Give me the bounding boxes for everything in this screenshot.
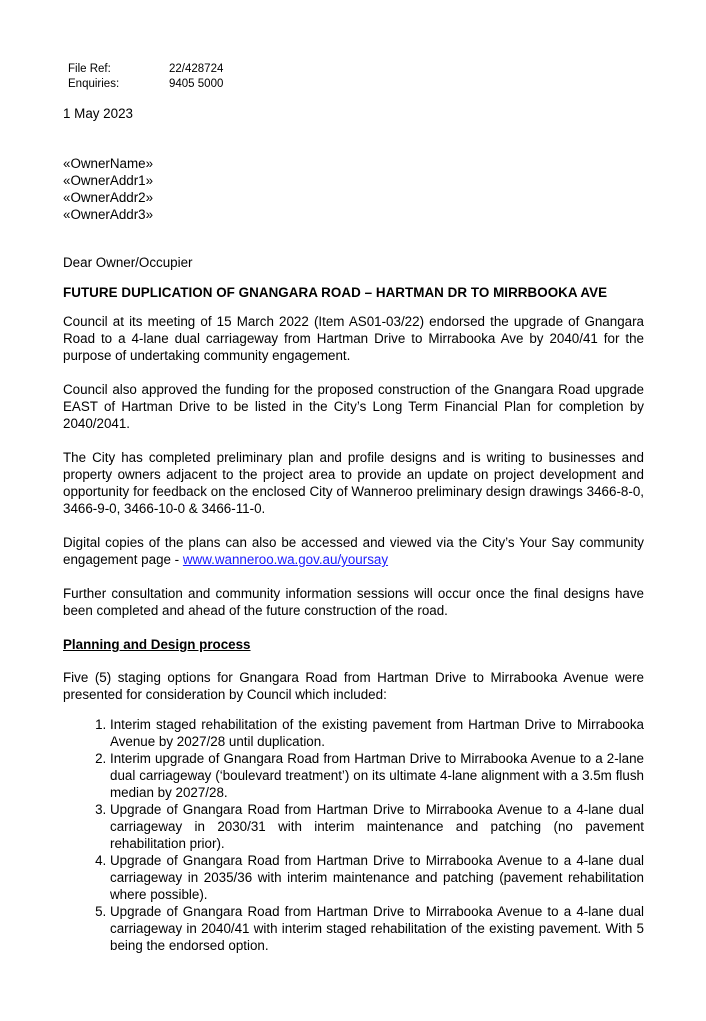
list-item: 2. Interim upgrade of Gnangara Road from Hartman Drive to Mirrabooka Avenue to a 2-lane dual carriageway (‘boulevard treatment’) on its ultimate 4-lane alignment with a 3.5m flush median by 2027/28. [110, 750, 644, 801]
subject-line: FUTURE DUPLICATION OF GNANGARA ROAD – HARTMAN DR TO MIRRBOOKA AVE [63, 285, 608, 300]
letter-date: 1 May 2023 [63, 106, 133, 121]
file-ref-label: File Ref: [68, 63, 111, 75]
options-list [63, 716, 644, 954]
address-block [63, 155, 644, 223]
digital-copies-text: Digital copies of the plans can also be accessed and viewed via the City’s Your Say community engagement page - [63, 535, 644, 567]
file-ref-value: 22/428724 [169, 63, 224, 75]
paragraph-digital-copies [63, 534, 644, 568]
list-item: 5. Upgrade of Gnangara Road from Hartman Drive to Mirrabooka Avenue to a 4-lane dual carriageway in 2040/41 with interim staged rehabilitation of the existing pavement. With 5 being the endorsed option. [110, 903, 644, 954]
address-line: «OwnerAddr1» [63, 173, 154, 188]
paragraph-council-endorsement: Council at its meeting of 15 March 2022 (Item AS01-03/22) endorsed the upgrade of Gnangara Road to a 4-lane dual carriageway from Hartman Drive to Mirrabooka Ave by 2040/41 for the purpose of undertaking community engagement. [63, 314, 644, 363]
list-item: 1. Interim staged rehabilitation of the existing pavement from Hartman Drive to Mirrabooka Avenue by 2027/28 until duplication. [110, 716, 644, 750]
section-heading: Planning and Design process [63, 637, 251, 652]
list-item: 3. Upgrade of Gnangara Road from Hartman Drive to Mirrabooka Avenue to a 4-lane dual carriageway in 2030/31 with interim maintenance and patching (no pavement rehabilitation prior). [110, 801, 644, 852]
paragraph-consultation: Further consultation and community information sessions will occur once the final designs have been completed and ahead of the future construction of the road. [63, 586, 644, 618]
paragraph-funding: Council also approved the funding for the proposed construction of the Gnangara Road upgrade EAST of Hartman Drive to be listed in the City’s Long Term Financial Plan for completion by 2040/2041. [63, 382, 644, 431]
salutation: Dear Owner/Occupier [63, 255, 193, 270]
enquiries-row [68, 77, 223, 92]
section-intro: Five (5) staging options for Gnangara Road from Hartman Drive to Mirrabooka Avenue were presented for consideration by Council which included: [63, 670, 644, 702]
letter-body [63, 105, 644, 954]
address-line: «OwnerAddr2» [63, 190, 154, 205]
enquiries-value: 9405 5000 [169, 77, 224, 90]
paragraph-designs: The City has completed preliminary plan and profile designs and is writing to businesses and property owners adjacent to the project area to provide an update on project development and opportunity for feedback on the enclosed City of Wanneroo preliminary design drawings 3466-8-0, 3466-9-0, 3466-10-0 & 3466-11-0. [63, 450, 644, 516]
your-say-link[interactable]: www.wanneroo.wa.gov.au/yoursay [182, 552, 389, 567]
enquiries-label: Enquiries: [68, 77, 120, 90]
file-ref-row [68, 62, 223, 77]
address-line: «OwnerName» [63, 156, 154, 171]
list-item: 4. Upgrade of Gnangara Road from Hartman Drive to Mirrabooka Avenue to a 4-lane dual carriageway in 2035/36 with interim maintenance and patching (pavement rehabilitation where possible). [110, 852, 644, 903]
address-line: «OwnerAddr3» [63, 207, 154, 222]
reference-block [68, 62, 223, 91]
